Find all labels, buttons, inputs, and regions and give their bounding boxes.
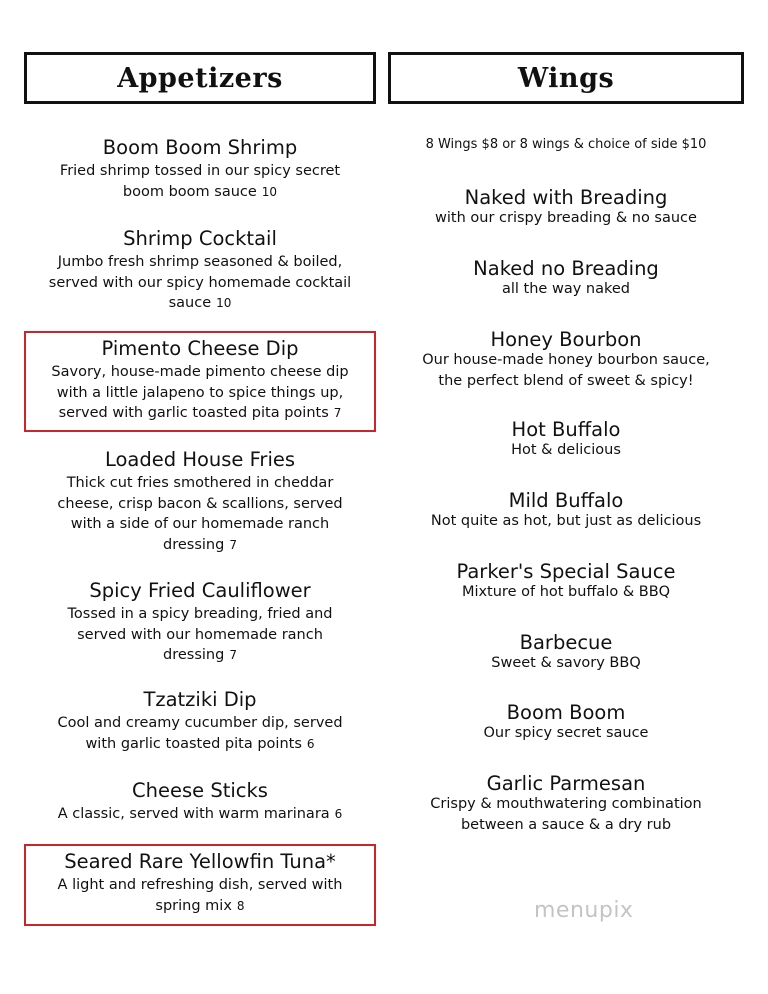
wings-title: Wings <box>517 62 615 94</box>
item-description: Fried shrimp tossed in our spicy secret boom boom sauce 10 <box>59 163 341 200</box>
flavor-description: all the way naked <box>502 281 630 297</box>
item-name: Pimento Cheese Dip <box>101 337 299 360</box>
flavor-description: Mixture of hot buffalo & BBQ <box>461 584 671 600</box>
item-price: 7 <box>333 406 342 420</box>
item-price: 8 <box>236 898 245 913</box>
item-price: 10 <box>261 184 278 199</box>
wing-flavor-mild-buffalo <box>388 489 744 532</box>
menu-item-pimento-cheese-dip <box>24 331 376 432</box>
menu-item-tzatziki-dip <box>24 688 376 754</box>
wing-flavor-naked-no-breading <box>388 257 744 300</box>
appetizers-header <box>24 52 376 104</box>
flavor-description: Sweet & savory BBQ <box>491 655 641 671</box>
flavor-name: Honey Bourbon <box>490 328 642 351</box>
appetizers-title: Appetizers <box>117 62 283 94</box>
menu-item-shrimp-cocktail <box>24 227 376 314</box>
flavor-name: Mild Buffalo <box>508 489 624 512</box>
wing-flavor-hot-buffalo <box>388 418 744 461</box>
flavor-name: Naked no Breading <box>473 257 659 280</box>
item-price: 6 <box>334 807 343 821</box>
wing-flavor-barbecue <box>388 631 744 674</box>
wing-flavor-garlic-parmesan <box>388 772 744 835</box>
item-price: 6 <box>306 736 315 751</box>
flavor-description: Our house-made honey bourbon sauce, the perfect blend of sweet & spicy! <box>422 352 710 389</box>
flavor-description: Our spicy secret sauce <box>483 725 649 741</box>
item-name: Loaded House Fries <box>104 448 296 471</box>
flavor-name: Hot Buffalo <box>511 418 621 441</box>
wings-pricing-note: 8 Wings $8 or 8 wings & choice of side $10 <box>425 137 707 152</box>
wing-flavor-naked-with-breading <box>388 186 744 229</box>
item-name: Tzatziki Dip <box>143 688 257 711</box>
item-price: 7 <box>229 537 237 552</box>
wing-flavor-honey-bourbon <box>388 328 744 391</box>
item-description: A classic, served with warm marinara 6 <box>57 806 343 822</box>
flavor-description: with our crispy breading & no sauce <box>435 210 697 226</box>
flavor-name: Barbecue <box>519 631 613 654</box>
menu-item-cheese-sticks <box>24 779 376 825</box>
item-name: Spicy Fried Cauliflower <box>89 579 311 602</box>
menu-item-spicy-fried-cauliflower <box>24 579 376 666</box>
item-description: Cool and creamy cucumber dip, served with garlic toasted pita points 6 <box>57 715 343 752</box>
item-name: Shrimp Cocktail <box>123 227 277 250</box>
item-price: 7 <box>229 648 237 662</box>
item-description: Tossed in a spicy breading, fried and served with our homemade ranch dressing 7 <box>67 606 333 663</box>
flavor-name: Garlic Parmesan <box>486 772 646 795</box>
flavor-name: Naked with Breading <box>464 186 668 209</box>
menu-item-loaded-house-fries <box>24 448 376 555</box>
flavor-description: Not quite as hot, but just as delicious <box>430 513 702 529</box>
wing-flavor-boom-boom <box>388 701 744 744</box>
flavor-name: Boom Boom <box>506 701 626 724</box>
item-name: Boom Boom Shrimp <box>102 136 298 159</box>
flavor-description: Crispy & mouthwatering combination between a sauce & a dry rub <box>430 796 702 833</box>
item-price: 10 <box>216 296 232 310</box>
watermark-logo: menupix <box>534 898 634 923</box>
item-name: Seared Rare Yellowfin Tuna* <box>64 850 336 873</box>
item-name: Cheese Sticks <box>132 779 268 802</box>
item-description: Jumbo fresh shrimp seasoned & boiled, served with our spicy homemade cocktail sauce 10 <box>48 254 352 311</box>
flavor-name: Parker's Special Sauce <box>456 560 676 583</box>
flavor-description: Hot & delicious <box>511 442 621 458</box>
item-description: Thick cut fries smothered in cheddar cheese, crisp bacon & scallions, served with a side of our homemade ranch dressing 7 <box>57 475 343 553</box>
menu-item-boom-boom-shrimp <box>24 136 376 202</box>
item-description: Savory, house-made pimento cheese dip with a little jalapeno to spice things up, served with garlic toasted pita points 7 <box>51 364 349 421</box>
wings-header <box>388 52 744 104</box>
item-description: A light and refreshing dish, served with spring mix 8 <box>57 877 343 914</box>
menu-item-seared-rare-yellowfin-tuna <box>24 844 376 926</box>
wing-flavor-parkers-special-sauce <box>388 560 744 603</box>
